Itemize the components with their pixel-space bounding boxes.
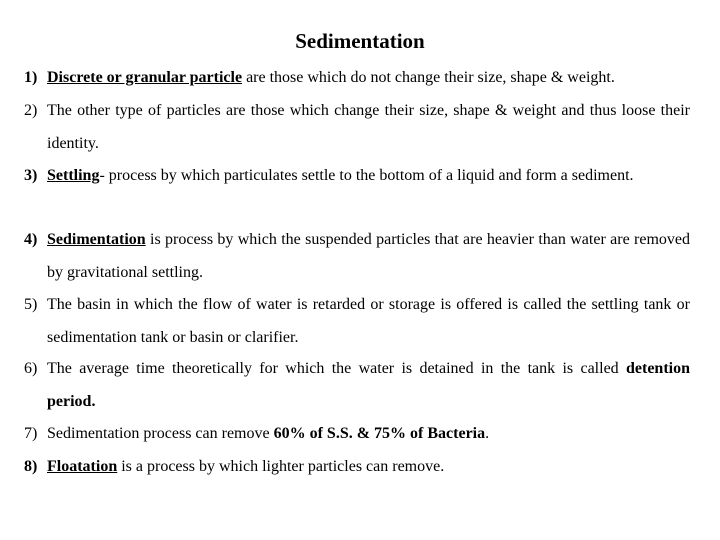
item-text: The other type of particles are those which change their size, shape & weight and thus loose their identity. <box>47 102 690 152</box>
bold-term: 60% of S.S. & 75% of Bacteria <box>273 425 486 442</box>
item-number: 8) <box>24 458 38 475</box>
bold-term: detention period. <box>47 360 690 410</box>
bold-term: Sedimentation <box>47 231 146 248</box>
item-text: The basin in which the flow of water is retarded or storage is offered is called the settling tank or sedimentation tank or basin or clarifier. <box>47 296 690 346</box>
item-number: 4) <box>24 231 38 248</box>
item-number: 7) <box>24 425 38 442</box>
list-item-1 <box>24 62 690 95</box>
item-number: 2) <box>24 102 38 119</box>
bold-term: Discrete or granular particle <box>47 69 243 86</box>
list-item-8 <box>24 451 690 484</box>
item-number: 3) <box>24 167 38 184</box>
item-text <box>47 353 690 418</box>
list-item-3 <box>24 160 690 193</box>
list-item-6 <box>24 353 690 418</box>
item-text <box>47 451 690 484</box>
item-number: 1) <box>24 69 38 86</box>
item-rest: - process by which particulates settle to the bottom of a liquid and form a sediment. <box>99 167 634 184</box>
item-rest: is process by which the suspended particles that are heavier than water are removed by gravitational settling. <box>47 231 690 281</box>
item-text <box>47 62 690 95</box>
item-pre: Sedimentation process can remove <box>47 425 274 442</box>
item-text <box>47 224 690 289</box>
item-number: 6) <box>24 360 38 377</box>
list-item-4 <box>24 224 690 289</box>
bold-term: Floatation <box>47 458 118 475</box>
list-item-2 <box>24 95 690 160</box>
item-text <box>47 160 690 193</box>
item-number: 5) <box>24 296 38 313</box>
list-item-5 <box>24 289 690 354</box>
bold-term: Settling <box>47 167 100 184</box>
item-rest: are those which do not change their size, shape & weight. <box>242 69 615 86</box>
item-text <box>47 418 690 451</box>
item-rest: The average time theoretically for which the water is detained in the tank is called <box>47 360 626 377</box>
item-post: . <box>485 425 490 442</box>
list-item-7 <box>24 418 690 451</box>
page-title: Sedimentation <box>295 29 425 53</box>
item-rest: is a process by which lighter particles can remove. <box>117 458 445 475</box>
